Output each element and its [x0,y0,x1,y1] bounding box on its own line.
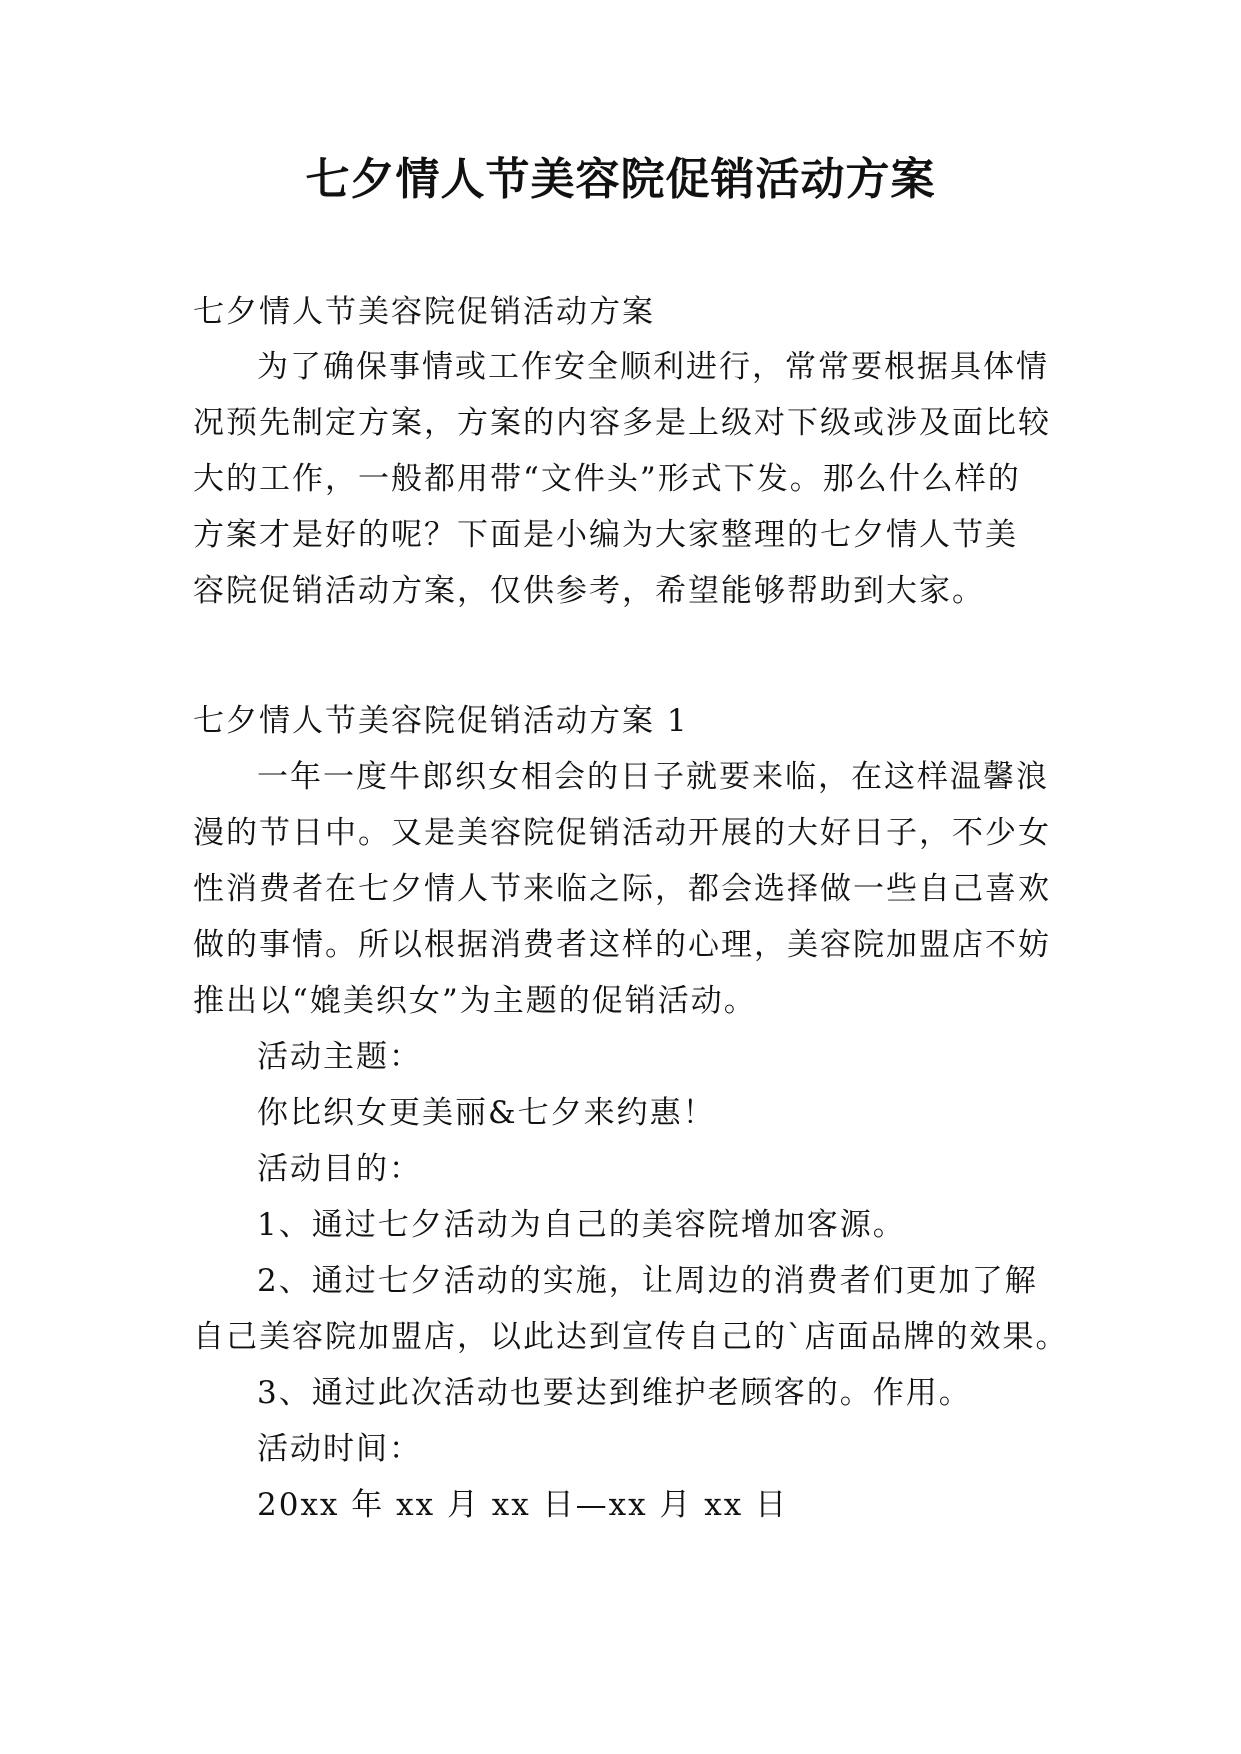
section-line-5: 推出以“媲美织女”为主题的促销活动。 [193,983,757,1019]
theme-value: 你比织女更美丽&七夕来约惠！ [257,1095,716,1131]
purpose-item-2b: 自己美容院加盟店，以此达到宣传自己的`店面品牌的效果。 [193,1319,1069,1355]
time-label: 活动时间： [257,1431,422,1467]
intro-line-2: 况预先制定方案，方案的内容多是上级对下级或涉及面比较 [193,405,1051,441]
section-line-3: 性消费者在七夕情人节来临之际，都会选择做一些自己喜欢 [193,871,1051,907]
intro-line-3: 大的工作，一般都用带“文件头”形式下发。那么什么样的 [193,461,1021,497]
theme-label: 活动主题： [257,1039,422,1075]
time-value: 20xx 年 xx 月 xx 日—xx 月 xx 日 [257,1487,789,1523]
intro-heading: 七夕情人节美容院促销活动方案 [193,294,655,330]
section-heading: 七夕情人节美容院促销活动方案 1 [193,703,689,739]
section-line-1: 一年一度牛郎织女相会的日子就要来临，在这样温馨浪 [257,759,1049,795]
intro-line-5: 容院促销活动方案，仅供参考，希望能够帮助到大家。 [193,573,985,609]
intro-line-4: 方案才是好的呢？下面是小编为大家整理的七夕情人节美 [193,517,1018,553]
document-title: 七夕情人节美容院促销活动方案 [305,154,936,205]
section-line-2: 漫的节日中。又是美容院促销活动开展的大好日子，不少女 [193,815,1051,851]
purpose-item-2a: 2、通过七夕活动的实施，让周边的消费者们更加了解 [257,1263,1038,1299]
intro-line-1: 为了确保事情或工作安全顺利进行，常常要根据具体情 [257,349,1049,385]
section-line-4: 做的事情。所以根据消费者这样的心理，美容院加盟店不妨 [193,927,1051,963]
purpose-label: 活动目的： [257,1151,422,1187]
purpose-item-3: 3、通过此次活动也要达到维护老顾客的。作用。 [257,1375,972,1411]
purpose-item-1: 1、通过七夕活动为自己的美容院增加客源。 [257,1207,906,1243]
